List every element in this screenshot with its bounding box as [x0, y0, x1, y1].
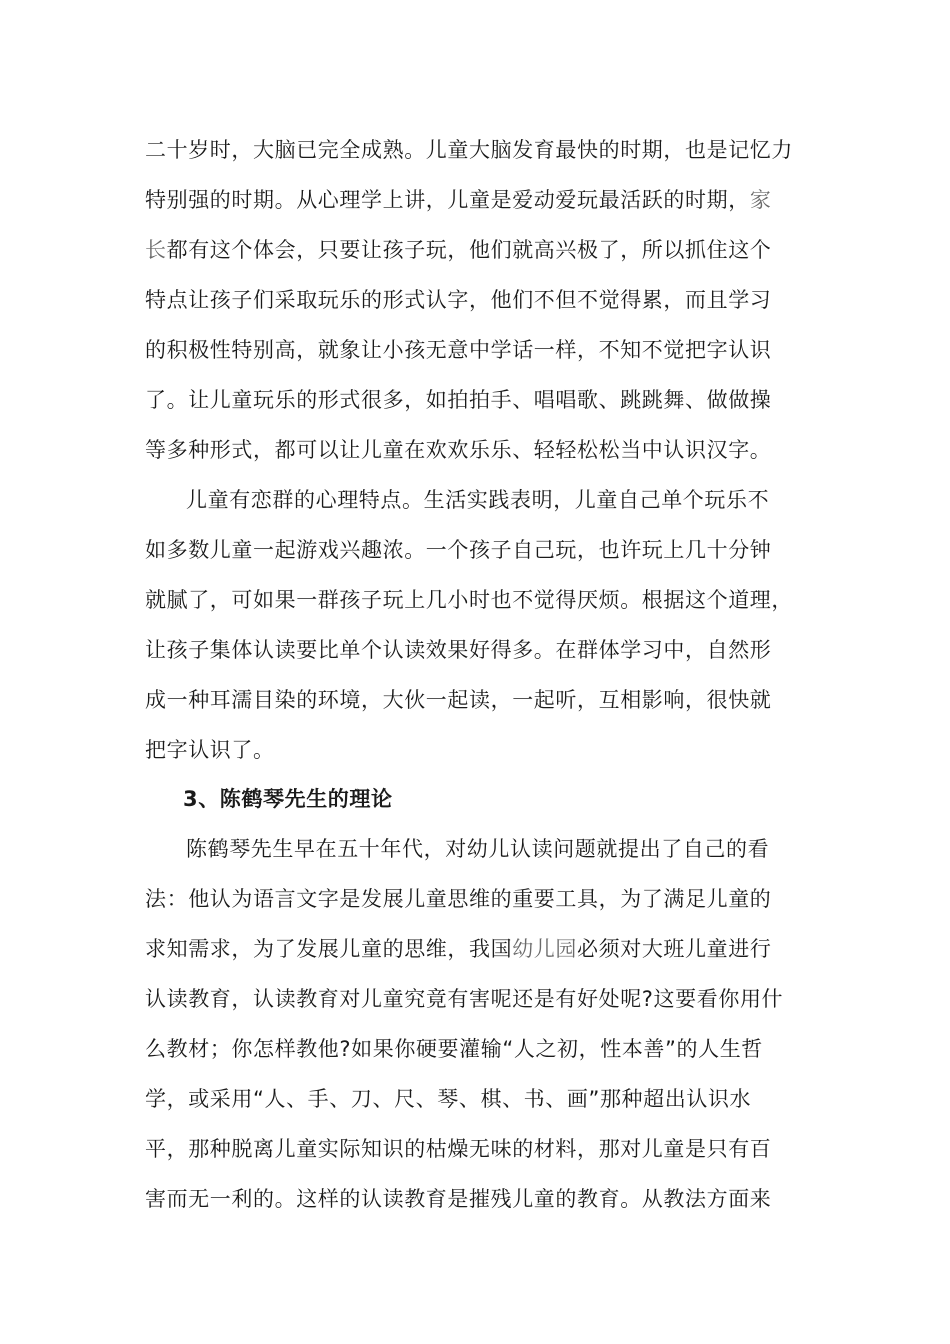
p1-line-4: 特点让孩子们采取玩乐的形式认字，他们不但不觉得累，而且学习 — [145, 288, 772, 312]
link-kindergarten[interactable]: 幼儿园 — [512, 937, 578, 961]
p3-line-7: 平，那种脱离儿童实际知识的枯燥无味的材料，那对儿童是只有百 — [145, 1137, 772, 1161]
p1-line-2-text: 特别强的时期。从心理学上讲，儿童是爱动爱玩最活跃的时期， — [145, 188, 750, 212]
p3-line-8: 害而无一利的。这样的认读教育是摧残儿童的教育。从教法方面来 — [145, 1187, 772, 1211]
p1-line-3-text: 都有这个体会，只要让孩子玩，他们就高兴极了，所以抓住这个 — [166, 238, 772, 262]
p2-line-1: 儿童有恋群的心理特点。生活实践表明，儿童自己单个玩乐不 — [186, 488, 770, 512]
p2-line-3: 就腻了，可如果一群孩子玩上几小时也不觉得厌烦。根据这个道理， — [145, 588, 793, 612]
section-heading: 3、陈鹤琴先生的理论 — [183, 787, 393, 811]
p3-line-4: 认读教育，认读教育对儿童究竟有害呢还是有好处呢?这要看你用什 — [145, 987, 784, 1011]
p3-line-1: 陈鹤琴先生早在五十年代，对幼儿认读问题就提出了自己的看 — [186, 837, 770, 861]
p2-line-5: 成一种耳濡目染的环境，大伙一起读，一起听，互相影响，很快就 — [145, 688, 772, 712]
p3-line-5: 么教材；你怎样教他?如果你硬要灌输“人之初，性本善”的人生哲 — [145, 1037, 763, 1061]
p3-line-3 — [145, 934, 825, 964]
link-zhang[interactable]: 长 — [145, 238, 167, 262]
p3-line-6: 学，或采用“人、手、刀、尺、琴、棋、书、画”那种超出认识水 — [145, 1087, 752, 1111]
p1-line-7: 等多种形式，都可以让儿童在欢欢乐乐、轻轻松松当中认识汉字。 — [145, 438, 772, 462]
p2-line-4: 让孩子集体认读要比单个认读效果好得多。在群体学习中，自然形 — [145, 638, 772, 662]
p2-line-2: 如多数儿童一起游戏兴趣浓。一个孩子自己玩，也许玩上几十分钟 — [145, 538, 772, 562]
p1-line-3 — [145, 235, 825, 265]
p2-line-6: 把字认识了。 — [145, 738, 275, 762]
p3-line-3-text-c: 必须对大班儿童进行 — [577, 937, 772, 961]
p1-line-5: 的积极性特别高，就象让小孩无意中学话一样，不知不觉把字认识 — [145, 338, 772, 362]
p1-line-2 — [145, 185, 825, 215]
p1-line-6: 了。让儿童玩乐的形式很多，如拍拍手、唱唱歌、跳跳舞、做做操 — [145, 388, 772, 412]
p3-line-2: 法：他认为语言文字是发展儿童思维的重要工具，为了满足儿童的 — [145, 887, 772, 911]
link-jia[interactable]: 家 — [749, 188, 772, 212]
p1-line-1: 二十岁时，大脑已完全成熟。儿童大脑发育最快的时期，也是记忆力 — [145, 138, 793, 162]
p3-line-3-text-a: 求知需求，为了发展儿童的思维，我国 — [145, 937, 513, 961]
